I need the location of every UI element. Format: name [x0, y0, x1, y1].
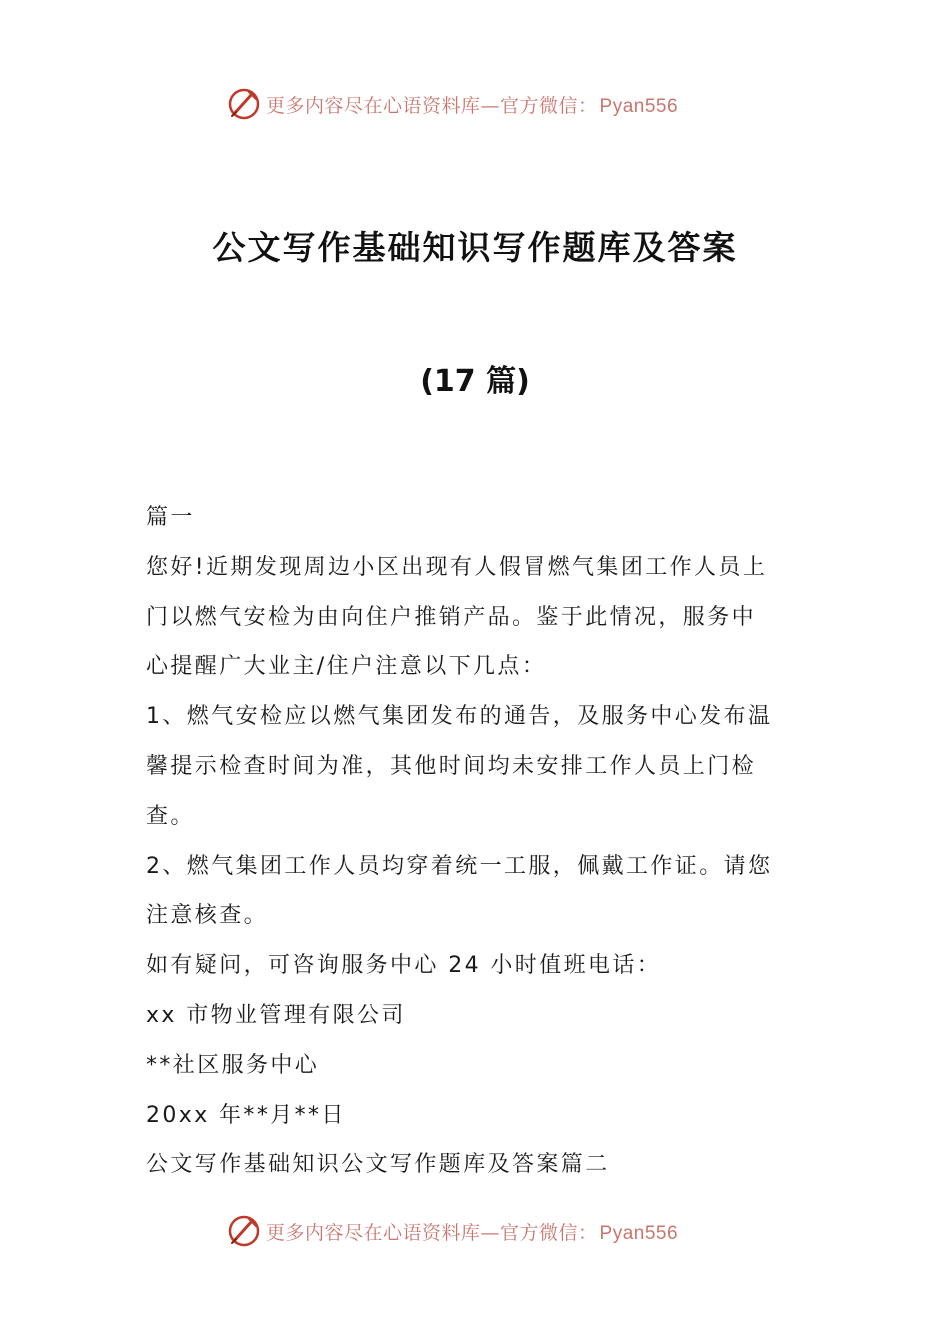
pen-circle-logo-icon — [226, 86, 262, 122]
watermark-dash: — — [480, 1221, 501, 1244]
watermark-official: 官方微信： — [500, 1221, 598, 1244]
body-line: 馨提示检查时间为准，其他时间均未安排工作人员上门检 — [146, 753, 757, 779]
body-line: 心提醒广大业主/住户注意以下几点： — [146, 654, 547, 680]
footer-watermark — [226, 1211, 678, 1251]
document-title: 公文写作基础知识写作题库及答案 — [212, 228, 738, 267]
watermark-dash: — — [480, 94, 501, 117]
document-body — [146, 493, 806, 1190]
watermark-text — [266, 1218, 678, 1245]
watermark-wechat-id: Pyan556 — [599, 1222, 679, 1244]
header-watermark — [226, 84, 678, 124]
body-line: 公文写作基础知识公文写作题库及答案篇二 — [146, 1152, 610, 1178]
body-line: 门以燃气安检为由向住户推销产品。鉴于此情况，服务中 — [146, 604, 757, 630]
body-line: 如有疑问，可咨询服务中心 24 小时值班电话： — [146, 953, 662, 979]
body-line: 1、燃气安检应以燃气集团发布的通告，及服务中心发布温 — [146, 704, 773, 730]
body-line: xx 市物业管理有限公司 — [146, 1002, 406, 1028]
body-line: 查。 — [146, 803, 195, 829]
document-subtitle: (17 篇) — [420, 364, 530, 399]
watermark-main: 更多内容尽在心语资料库 — [266, 94, 481, 117]
body-line: 20xx 年**月**日 — [146, 1102, 346, 1128]
body-line: 注意核查。 — [146, 903, 269, 929]
watermark-main: 更多内容尽在心语资料库 — [266, 1221, 481, 1244]
body-line: 2、燃气集团工作人员均穿着统一工服，佩戴工作证。请您 — [146, 853, 773, 879]
watermark-wechat-id: Pyan556 — [599, 95, 679, 117]
watermark-official: 官方微信： — [500, 94, 598, 117]
body-line: **社区服务中心 — [146, 1052, 320, 1078]
body-line: 篇一 — [146, 505, 195, 530]
body-line: 您好!近期发现周边小区出现有人假冒燃气集团工作人员上 — [146, 554, 768, 580]
pen-circle-logo-icon — [226, 1213, 262, 1249]
watermark-text — [266, 91, 678, 118]
